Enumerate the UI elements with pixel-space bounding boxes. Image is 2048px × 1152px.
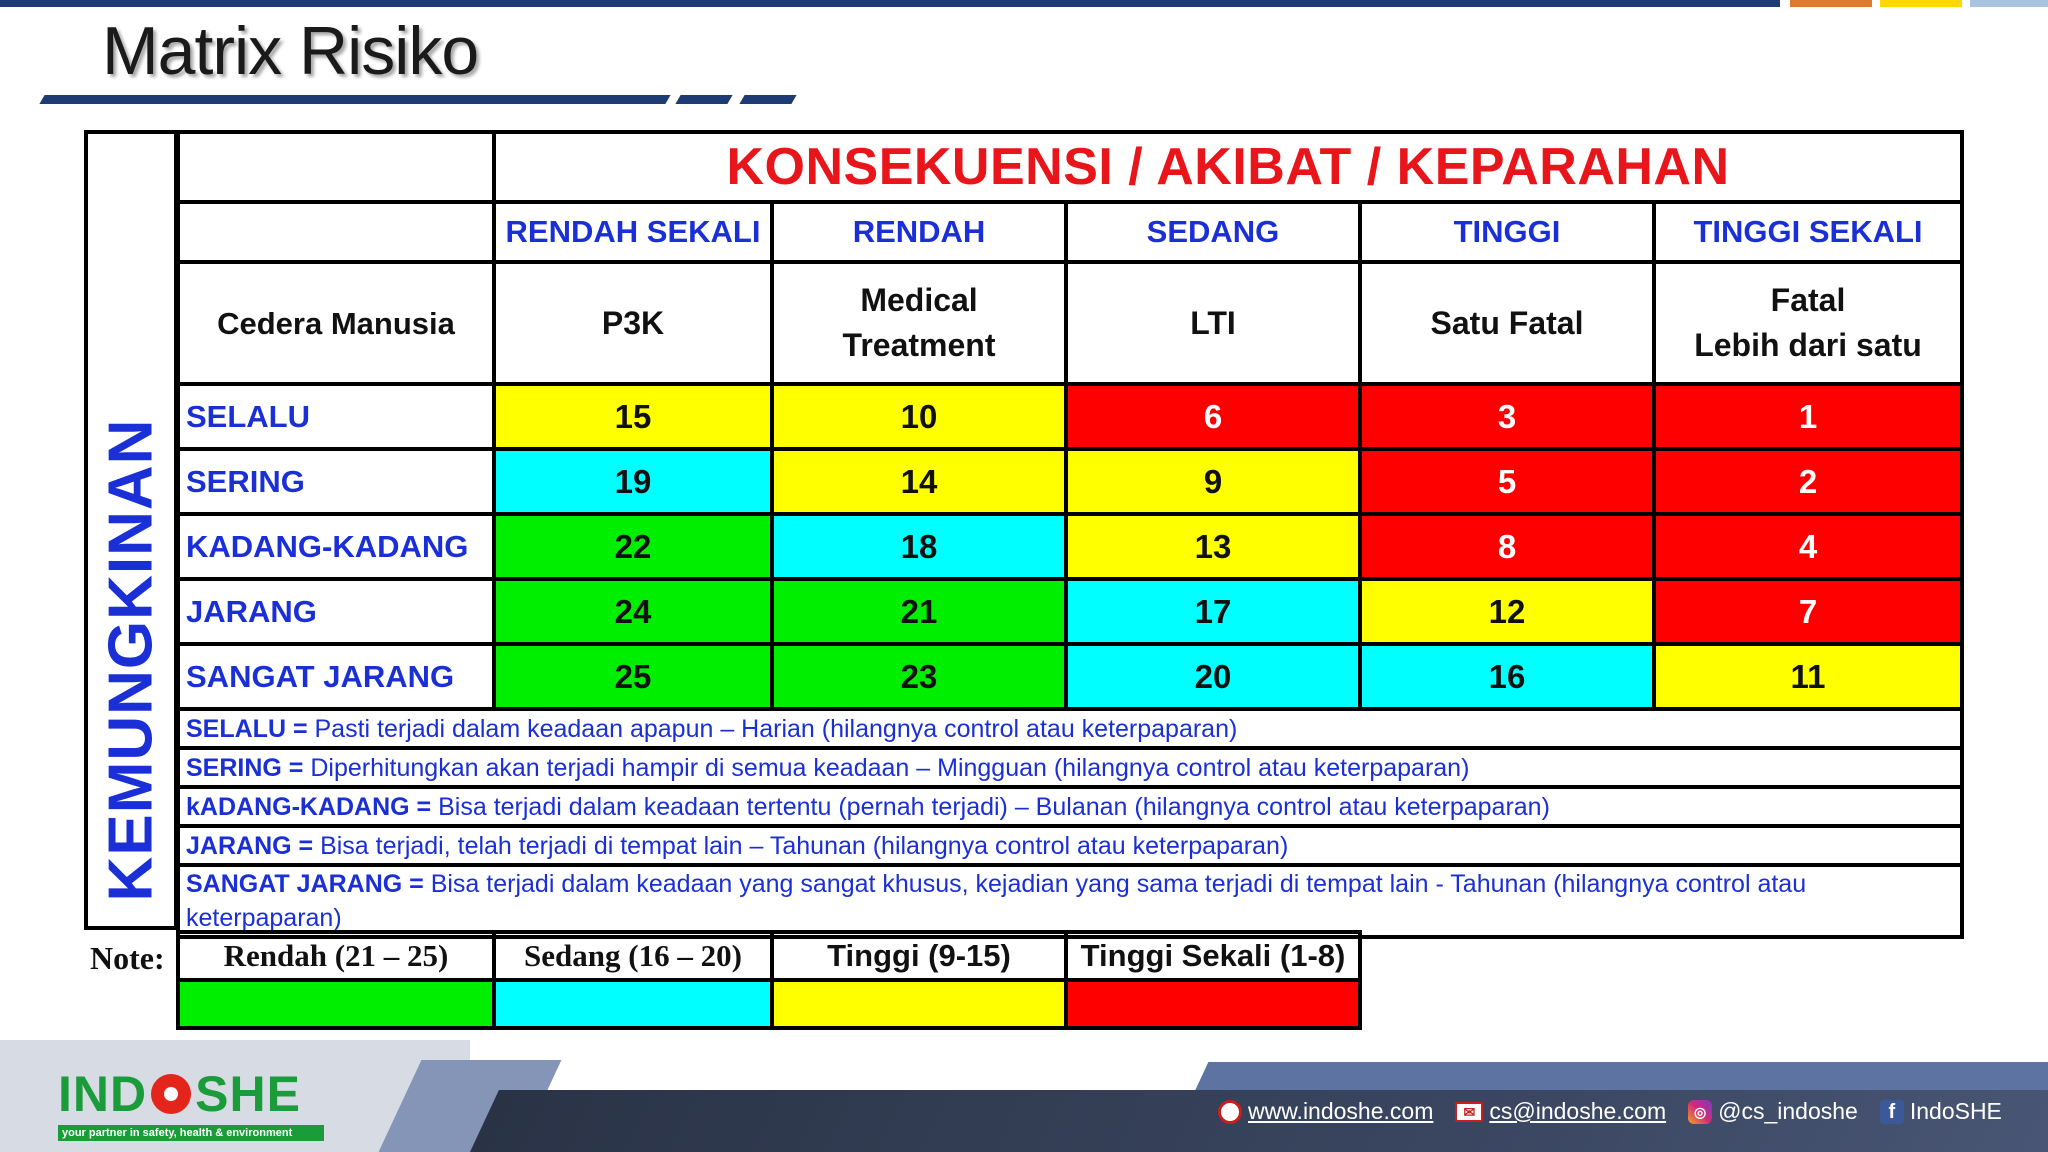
title-underline: [39, 95, 670, 104]
instagram-icon: ◎: [1688, 1100, 1712, 1124]
impact-description: Fatal Lebih dari satu: [1654, 262, 1962, 384]
matrix-corner-empty: [178, 132, 494, 202]
severity-category: TINGGI SEKALI: [1654, 202, 1962, 262]
likelihood-axis-label: KEMUNGKINAN: [96, 418, 166, 902]
risk-cell: 21: [772, 579, 1066, 644]
matrix-row: [178, 579, 1962, 644]
severity-title: KONSEKUENSI / AKIBAT / KEPARAHAN: [494, 132, 1962, 202]
risk-cell: 8: [1360, 514, 1654, 579]
top-accent-orange: [1790, 0, 1872, 7]
legend-item-label: Sedang (16 – 20): [494, 932, 772, 980]
risk-cell: 3: [1360, 384, 1654, 449]
email-link[interactable]: cs@indoshe.com: [1489, 1098, 1667, 1124]
risk-cell: 7: [1654, 579, 1962, 644]
likelihood-definition: kADANG-KADANG = Bisa terjadi dalam keadaan tertentu (pernah terjadi) – Bulanan (hilangnya control atau keterpaparan): [178, 787, 1962, 826]
legend-swatch-yellow: [772, 980, 1066, 1028]
legend-item-label: Tinggi Sekali (1-8): [1066, 932, 1360, 980]
risk-cell: 2: [1654, 449, 1962, 514]
risk-cell: 16: [1360, 644, 1654, 709]
risk-cell: 13: [1066, 514, 1360, 579]
title-underline-dash: [675, 95, 732, 104]
mail-icon: ✉: [1455, 1102, 1483, 1122]
logo-text-right: SHE: [195, 1066, 301, 1122]
facebook-icon: f: [1880, 1100, 1904, 1124]
footer-contacts: [1218, 1098, 2002, 1125]
instagram-handle[interactable]: @cs_indoshe: [1718, 1098, 1858, 1124]
risk-cell: 10: [772, 384, 1066, 449]
likelihood-label: SERING: [178, 449, 494, 514]
likelihood-definition: SERING = Diperhitungkan akan terjadi hampir di semua keadaan – Mingguan (hilangnya control atau keterpaparan): [178, 748, 1962, 787]
logo-text-left: IND: [58, 1066, 148, 1122]
risk-cell: 5: [1360, 449, 1654, 514]
risk-cell: 18: [772, 514, 1066, 579]
risk-cell: 4: [1654, 514, 1962, 579]
likelihood-definition: SELALU = Pasti terjadi dalam keadaan apapun – Harian (hilangnya control atau keterpaparan): [178, 709, 1962, 748]
risk-cell: 6: [1066, 384, 1360, 449]
gear-icon: [151, 1074, 191, 1114]
risk-legend: [176, 930, 1362, 1030]
likelihood-definition: JARANG = Bisa terjadi, telah terjadi di tempat lain – Tahunan (hilangnya control atau keterpaparan): [178, 826, 1962, 865]
impact-description: Satu Fatal: [1360, 262, 1654, 384]
top-accent-bar: [0, 0, 1780, 7]
indoshe-logo: [58, 1065, 324, 1141]
legend-item-label: Rendah (21 – 25): [178, 932, 494, 980]
risk-cell: 11: [1654, 644, 1962, 709]
matrix-row: [178, 514, 1962, 579]
facebook-handle[interactable]: IndoSHE: [1909, 1098, 2002, 1124]
title-underline-dash: [739, 95, 796, 104]
impact-description: Medical Treatment: [772, 262, 1066, 384]
risk-cell: 22: [494, 514, 772, 579]
likelihood-label: JARANG: [178, 579, 494, 644]
risk-cell: 12: [1360, 579, 1654, 644]
likelihood-label: SANGAT JARANG: [178, 644, 494, 709]
likelihood-definition: SANGAT JARANG = Bisa terjadi dalam keadaan yang sangat khusus, kejadian yang sama terjadi di tempat lain - Tahunan (hilangnya control atau keterpaparan): [178, 865, 1962, 937]
impact-description: P3K: [494, 262, 772, 384]
legend-swatch-cyan: [494, 980, 772, 1028]
impact-description: LTI: [1066, 262, 1360, 384]
legend-swatch-green: [178, 980, 494, 1028]
legend-item-label: Tinggi (9-15): [772, 932, 1066, 980]
top-accent-yellow: [1880, 0, 1962, 7]
severity-category: RENDAH SEKALI: [494, 202, 772, 262]
severity-category: TINGGI: [1360, 202, 1654, 262]
matrix-row: [178, 644, 1962, 709]
page-title: Matrix Risiko: [102, 13, 479, 89]
logo-tagline: your partner in safety, health & environment: [58, 1125, 324, 1141]
matrix-corner-empty: [178, 202, 494, 262]
matrix-row: [178, 384, 1962, 449]
risk-cell: 14: [772, 449, 1066, 514]
likelihood-label: KADANG-KADANG: [178, 514, 494, 579]
legend-label: Note:: [90, 940, 165, 976]
website-link[interactable]: www.indoshe.com: [1248, 1098, 1434, 1124]
risk-cell: 19: [494, 449, 772, 514]
risk-cell: 20: [1066, 644, 1360, 709]
risk-cell: 23: [772, 644, 1066, 709]
top-accent-light: [1970, 0, 2048, 7]
matrix-row: [178, 449, 1962, 514]
severity-category: RENDAH: [772, 202, 1066, 262]
impact-header: Cedera Manusia: [178, 262, 494, 384]
legend-swatch-red: [1066, 980, 1360, 1028]
likelihood-label: SELALU: [178, 384, 494, 449]
risk-cell: 15: [494, 384, 772, 449]
severity-category: SEDANG: [1066, 202, 1360, 262]
risk-cell: 9: [1066, 449, 1360, 514]
risk-cell: 1: [1654, 384, 1962, 449]
risk-cell: 17: [1066, 579, 1360, 644]
risk-matrix-table: [176, 130, 1964, 939]
risk-cell: 24: [494, 579, 772, 644]
web-icon: [1218, 1100, 1242, 1124]
risk-cell: 25: [494, 644, 772, 709]
